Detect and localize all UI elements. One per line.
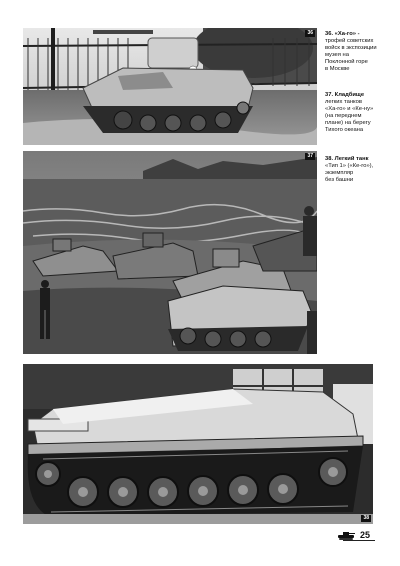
caption-line: 36. «Ха-го» - [325,31,360,37]
photo-number-38: 38 [363,515,369,521]
photo-number-37: 37 [307,153,313,159]
caption-38 [325,156,391,184]
caption-line: Поклонной горе [325,59,368,65]
photo-36-ha-go-museum [23,28,317,145]
caption-line: в Москве [325,66,350,72]
caption-line: «Ха-го» и «Ке-ну» [325,106,374,112]
caption-line: 38. Легкий танк [325,156,369,162]
caption-line: экземпляр [325,170,354,176]
photo-37-image [23,151,317,354]
caption-line: Тихого океана [325,127,364,133]
caption-line: музея на [325,52,349,58]
caption-line: трофей советских [325,38,374,44]
photo-38-ke-go-no-turret [23,364,373,524]
photo-36-image [23,28,317,145]
caption-line: «Тип 1» («Ке-го»), [325,163,374,169]
caption-line: легких танков [325,99,362,105]
caption-line: плане) на берегу [325,120,371,126]
caption-37 [325,92,391,134]
caption-line: 37. Кладбище [325,92,365,98]
caption-line: войск в экспозиции [325,45,377,51]
photo-38-image [23,364,373,524]
page-number: 25 [360,530,371,540]
caption-line: (на переднем [325,113,362,119]
footer-rule [343,540,375,541]
caption-line: без башни [325,177,354,183]
tank-icon [336,532,356,540]
caption-36 [325,31,391,73]
photo-number-36: 36 [307,30,313,36]
photo-37-tank-graveyard [23,151,317,354]
